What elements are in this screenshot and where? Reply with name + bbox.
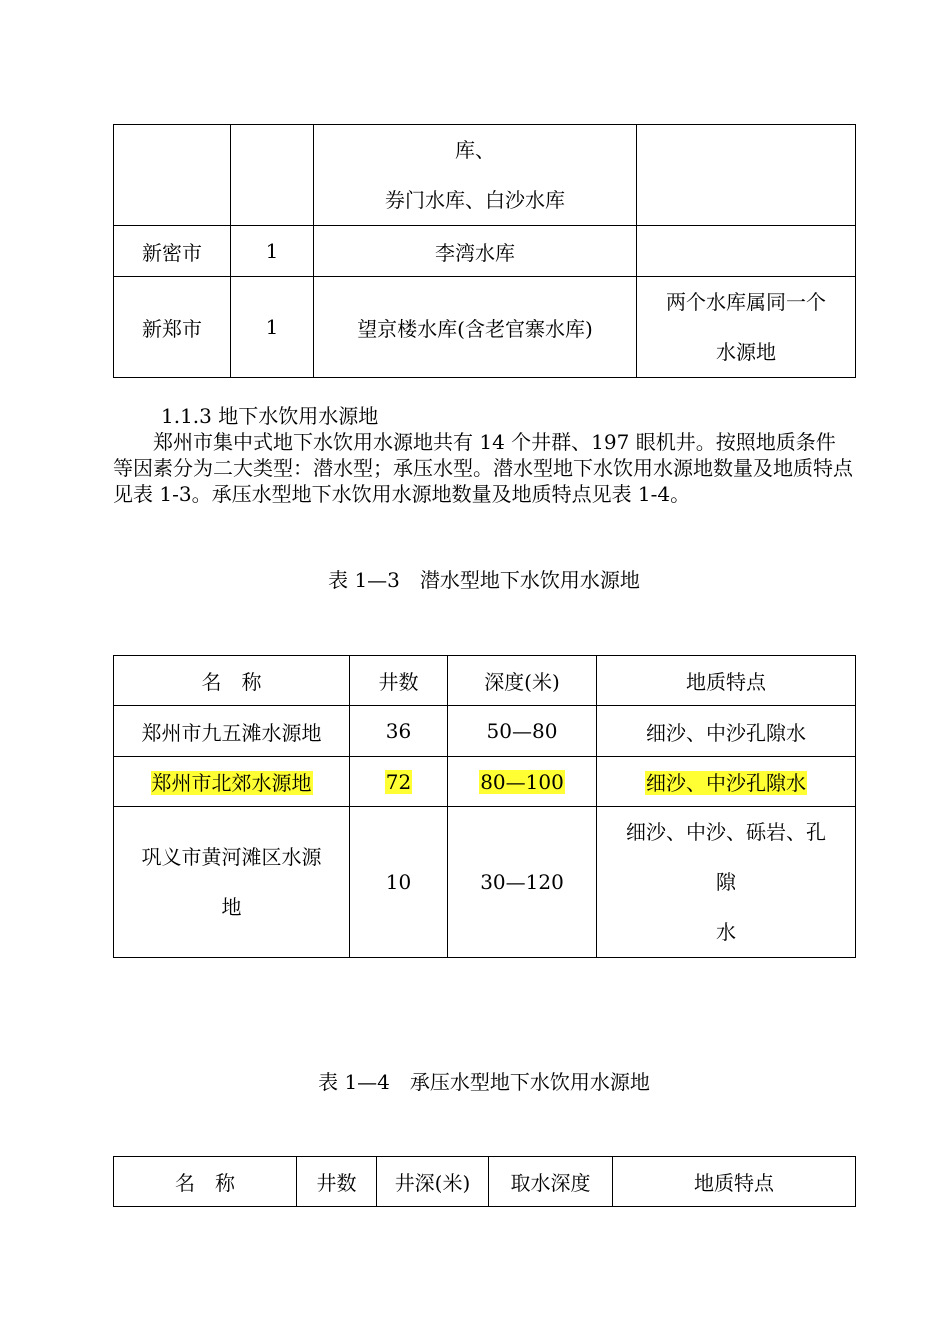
highlighted-text: 细沙、中沙孔隙水 <box>646 771 806 795</box>
reservoir-cell: 库、 券门水库、白沙水库 <box>314 125 637 226</box>
continued-reservoir-table <box>113 124 856 378</box>
depth-cell: 30—120 <box>448 807 597 958</box>
highlighted-text: 80—100 <box>480 769 564 794</box>
table-row <box>114 807 856 958</box>
column-header: 深度(米) <box>448 656 597 706</box>
geology-cell <box>597 757 856 807</box>
table-row-highlighted <box>114 757 856 807</box>
section-heading: 1.1.3 地下水饮用水源地 <box>161 404 379 428</box>
city-cell: 新郑市 <box>114 277 231 378</box>
column-header: 取水深度 <box>489 1157 613 1207</box>
confined-water-table <box>113 1156 856 1207</box>
column-header: 名 称 <box>114 1157 297 1207</box>
section-body: 郑州市集中式地下水饮用水源地共有 14 个井群、197 眼机井。按照地质条件等因素分为二大类型：潜水型；承压水型。潜水型地下水饮用水源地数量及地质特点见表 1-3。承压水型地下水饮用水源地数量及地质特点见表 1-4。 <box>113 430 853 506</box>
note-cell <box>637 125 856 226</box>
column-header: 名 称 <box>114 656 350 706</box>
column-header: 地质特点 <box>613 1157 856 1207</box>
table-row <box>114 125 856 226</box>
city-cell <box>114 125 231 226</box>
wells-cell <box>350 757 448 807</box>
table-caption: 表 1—3 潜水型地下水饮用水源地 <box>328 568 640 592</box>
table-row <box>114 706 856 757</box>
table-row <box>114 226 856 277</box>
phreatic-water-table <box>113 655 856 958</box>
table-header-row <box>114 1157 856 1207</box>
depth-cell <box>448 757 597 807</box>
wells-cell: 10 <box>350 807 448 958</box>
reservoir-cell: 望京楼水库(含老官寨水库) <box>314 277 637 378</box>
note-cell <box>637 226 856 277</box>
column-header: 地质特点 <box>597 656 856 706</box>
column-header: 井数 <box>350 656 448 706</box>
count-cell <box>231 125 314 226</box>
name-cell: 郑州市九五滩水源地 <box>114 706 350 757</box>
count-cell: 1 <box>231 277 314 378</box>
column-header: 井数 <box>297 1157 377 1207</box>
table-caption: 表 1—4 承压水型地下水饮用水源地 <box>318 1070 650 1094</box>
highlighted-text: 郑州市北郊水源地 <box>151 771 312 795</box>
city-cell: 新密市 <box>114 226 231 277</box>
note-cell: 两个水库属同一个 水源地 <box>637 277 856 378</box>
name-cell: 巩义市黄河滩区水源 地 <box>114 807 350 958</box>
table-header-row <box>114 656 856 706</box>
depth-cell: 50—80 <box>448 706 597 757</box>
highlighted-text: 72 <box>385 769 412 794</box>
column-header: 井深(米) <box>377 1157 489 1207</box>
reservoir-cell: 李湾水库 <box>314 226 637 277</box>
geology-cell: 细沙、中沙、砾岩、孔 隙 水 <box>597 807 856 958</box>
name-cell <box>114 757 350 807</box>
count-cell: 1 <box>231 226 314 277</box>
table-row <box>114 277 856 378</box>
geology-cell: 细沙、中沙孔隙水 <box>597 706 856 757</box>
wells-cell: 36 <box>350 706 448 757</box>
